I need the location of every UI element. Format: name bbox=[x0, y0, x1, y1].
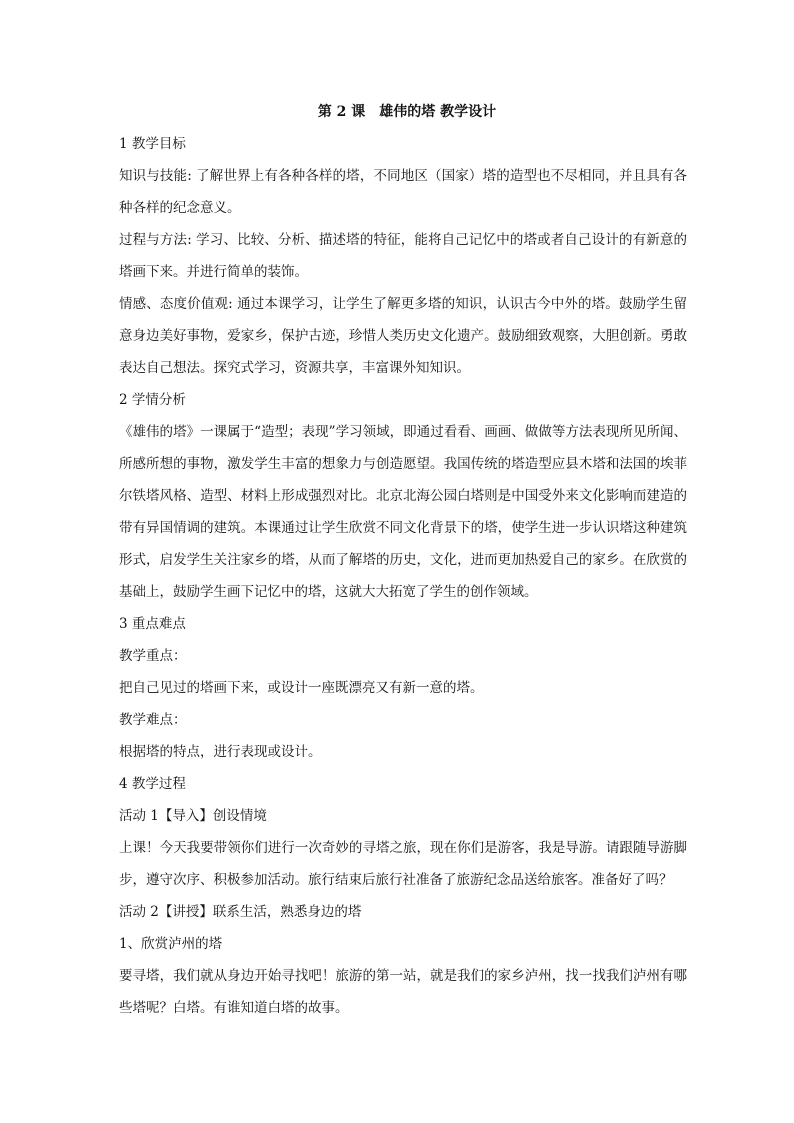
label-difficulty: 教学难点： bbox=[119, 712, 187, 728]
paragraph-values: 情感、态度价值观: 通过本课学习，让学生了解更多塔的知识，认识古今中外的塔。鼓励学生留意身边美好事物，爱家乡，保护古迹，珍惜人类历史文化遗产。鼓励细致观察，大胆创新。勇敢表达自己想法。探究式学习，资源共享，丰富课外知知识。 bbox=[119, 296, 687, 376]
paragraph-difficulty: 根据塔的特点，进行表现或设计。 bbox=[119, 744, 322, 760]
paragraph-knowledge-skills: 知识与技能: 了解世界上有各种各样的塔，不同地区（国家）塔的造型也不尽相同，并且具有各种各样的纪念意义。 bbox=[119, 168, 687, 216]
paragraph-activity-1: 上课！今天我要带领你们进行一次奇妙的寻塔之旅，现在你们是游客，我是导游。请跟随导游脚步，遵守次序、积极参加活动。旅行结束后旅行社准备了旅游纪念品送给旅客。准备好了吗？ bbox=[119, 840, 687, 888]
label-key-point: 教学重点： bbox=[119, 648, 187, 664]
paragraph-luzhou-towers: 要寻塔，我们就从身边开始寻找吧！旅游的第一站，就是我们的家乡泸州，找一找我们泸州有哪些塔呢？白塔。有谁知道白塔的故事。 bbox=[119, 968, 687, 1016]
paragraph-process-methods: 过程与方法: 学习、比较、分析、描述塔的特征，能将自己记忆中的塔或者自己设计的有新意的塔画下来。并进行简单的装饰。 bbox=[119, 232, 687, 280]
activity-2-title: 活动 2【讲授】联系生活，熟悉身边的塔 bbox=[119, 904, 362, 920]
subheading-luzhou-towers: 1、欣赏泸州的塔 bbox=[119, 936, 223, 952]
document-title: 第 2 课 雄伟的塔 教学设计 bbox=[317, 104, 497, 120]
activity-1-title: 活动 1【导入】创设情境 bbox=[119, 808, 267, 824]
section-heading-process: 4 教学过程 bbox=[119, 776, 186, 792]
paragraph-analysis: 《雄伟的塔》一课属于“造型；表现”学习领域，即通过看看、画画、做做等方法表现所见所闻、所感所想的事物，激发学生丰富的想象力与创造愿望。我国传统的塔造型应县木塔和法国的埃菲尔铁塔风格、造型、材料上形成强烈对比。北京北海公园白塔则是中国受外来文化影响而建造的带有异国情调的建筑。本课通过让学生欣赏不同文化背景下的塔，使学生进一步认识塔这种建筑形式，启发学生关注家乡的塔，从而了解塔的历史，文化，进而更加热爱自己的家乡。在欣赏的基础上，鼓励学生画下记忆中的塔，这就大大拓宽了学生的创作领域。 bbox=[119, 424, 687, 600]
section-heading-analysis: 2 学情分析 bbox=[119, 392, 186, 408]
paragraph-key-point: 把自己见过的塔画下来，或设计一座既漂亮又有新一意的塔。 bbox=[119, 680, 484, 696]
document-content bbox=[119, 102, 687, 1024]
section-heading-key-points: 3 重点难点 bbox=[119, 616, 186, 632]
section-heading-objectives: 1 教学目标 bbox=[119, 136, 186, 152]
